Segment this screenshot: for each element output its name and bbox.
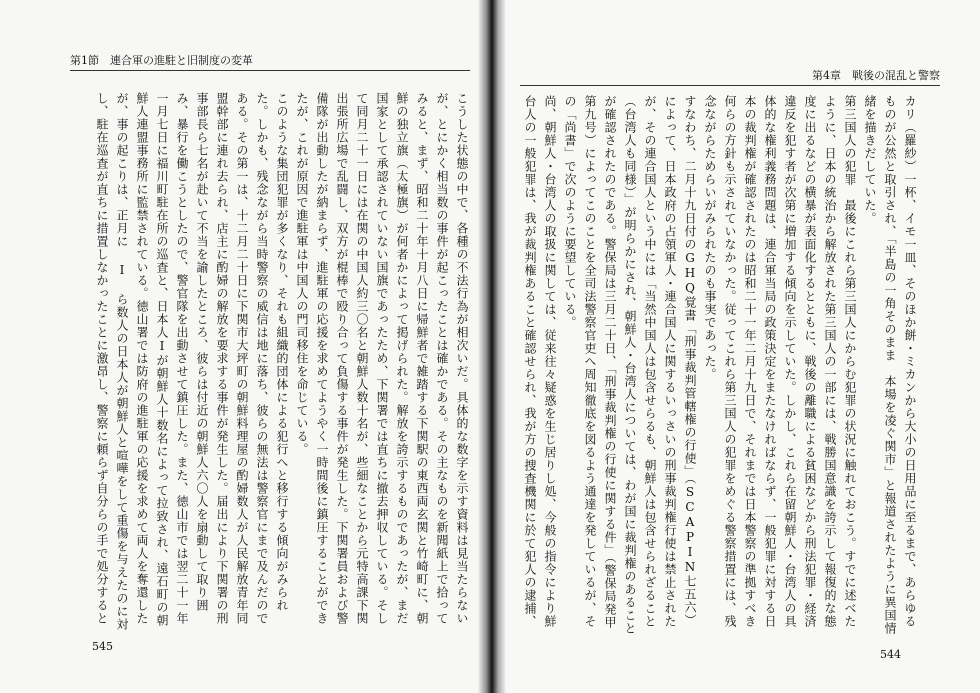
book-gutter-shadow <box>478 0 506 693</box>
right-page-header: 第4章 戦後の混乱と警察 <box>812 69 940 82</box>
right-page-body-text: カリ（羅紗）一杯、イモ一皿、そのほか餅・ミカンから大小の日用品に至るまで、あらゆるものが公然と取引され、「半島の一角そのまま 本場を凌ぐ関市」と報道されたように異国情緒を描きだしていた。 第三国人の犯罪 最後にこれら第三国人にからむ犯罪の状況に触れておこう。すでに述べたように、日本の統治から解放された第三国人の一部には、戦勝国意識を誇示して報復的な態度に出るなどの横暴が表面化するとともに、戦後の離職による貧困などから刑法犯罪・経済違反を犯す者が次第に増加する傾向を示していた。しかし、これら在留朝鮮人・台湾人の具体的な権利義務問題は、連合軍当局の政策決定をまたなければならず、一般犯罪に対する日本の裁判権が確認されたのは昭和二十一年二月十九日で、それまでは日本警察の準拠すべき何らの方針も示されていなかった。従ってこれら第三国人の犯罪をめぐる警察措置には、残念ながらためらいがみられたのも事実であった。 すなわち、二月十九日付のGHQ覚書「刑事裁判管轄権の行使」（SCAPIN七五六）によって、日本政府の占領軍人・連合国人に関するいっさいの刑事裁判権行使は禁止されたが、その連合国人という中には「当然中国人は包含せらるも、朝鮮人は包含せられざること（台湾人も同様）」が明らかにされ、朝鮮人・台湾人については、わが国に裁判権のあることが確認されたのである。警保局は三月二十日、「刑事裁判権の行使に関する件」（警保局発甲第九号）によってこのことを全司法警察官吏へ周知徹底を図るよう通達を発しているが、その「尚書」で次のように要望している。 尚、朝鮮人・台湾人の取扱に関しては、従来往々疑惑を生じ居りし処、今般の指令により鮮台人の一般犯罪は、我が裁判権あること確認せられ、我が方の捜査機関に於て犯人の逮捕、 <box>523 95 917 635</box>
right-header-rule <box>520 85 940 86</box>
left-page-body-text: こうした状態の中で、各種の不法行為が相次いだ。具体的な数字を示す資料は見当たらないが、とにかく相当数の事件が起こったことは確かである。その主なものを新聞紙上で拾ってみると、まず、昭和二十年十月八日に帰鮮者で雑踏する下関駅の東西両玄関と竹崎町に、朝鮮の独立旗（太極旗）が何者かによって掲げられた。解放を誇示するものであったが、まだ国家として承認されていない国旗であったため、下関署では直ちに撤去押収している。そして同月二十一日には在関の中国人約三〇名と朝鮮人数十名が、些細なことから元特高課下関出張所広場で乱闘し、双方が棍棒で殴り合って負傷する事件が発生した。下関署員および警備隊が出動したが納まらず、進駐軍の応援を求めてようやく一時間後に鎮圧することができたが、これが原因で進駐軍は中国人の門司移住を命じている。 このような集団犯罪が多くなり、それも組織的団体による犯行へと移行する傾向がみられた。しかも、残念ながら当時警察の威信は地に落ち、彼らの無法は警察官にまで及んだのである。その第一は、十二月二十日に下関市大坪町の朝鮮料理屋の酌婦数人が人民解放青年同盟幹部に連れ去られ、店主に酌婦の解放を要求する事件が発生した。届出により下関署の刑事部長ら七名が赴いて不当を諭したところ、彼らは付近の朝鮮人六〇人を扇動して取り囲み、暴行を働こうとしたので、警官隊を出動させて鎮圧した。また、徳山市では翌二十一年一月七日に福川町駐在所の巡査と、日本人Iが朝鮮人十数名によって拉致され、遠石町の朝鮮人連盟事務所に監禁されている。徳山署では防府の進駐軍の応援を求めて両人を奪還したが、事の起こりは、正月に I ら数人の日本人が朝鮮人と喧嘩をして重傷を与えたのに対し、駐在巡査が直ちに措置しなかったことに激昂し、警察に頼らず自分らの手で処分すると <box>95 92 469 631</box>
right-page-number: 544 <box>880 648 901 661</box>
left-header-rule <box>70 70 470 71</box>
left-page-header: 第1節 連合軍の進駐と旧制度の変革 <box>70 54 253 67</box>
left-page-number: 545 <box>92 640 113 653</box>
